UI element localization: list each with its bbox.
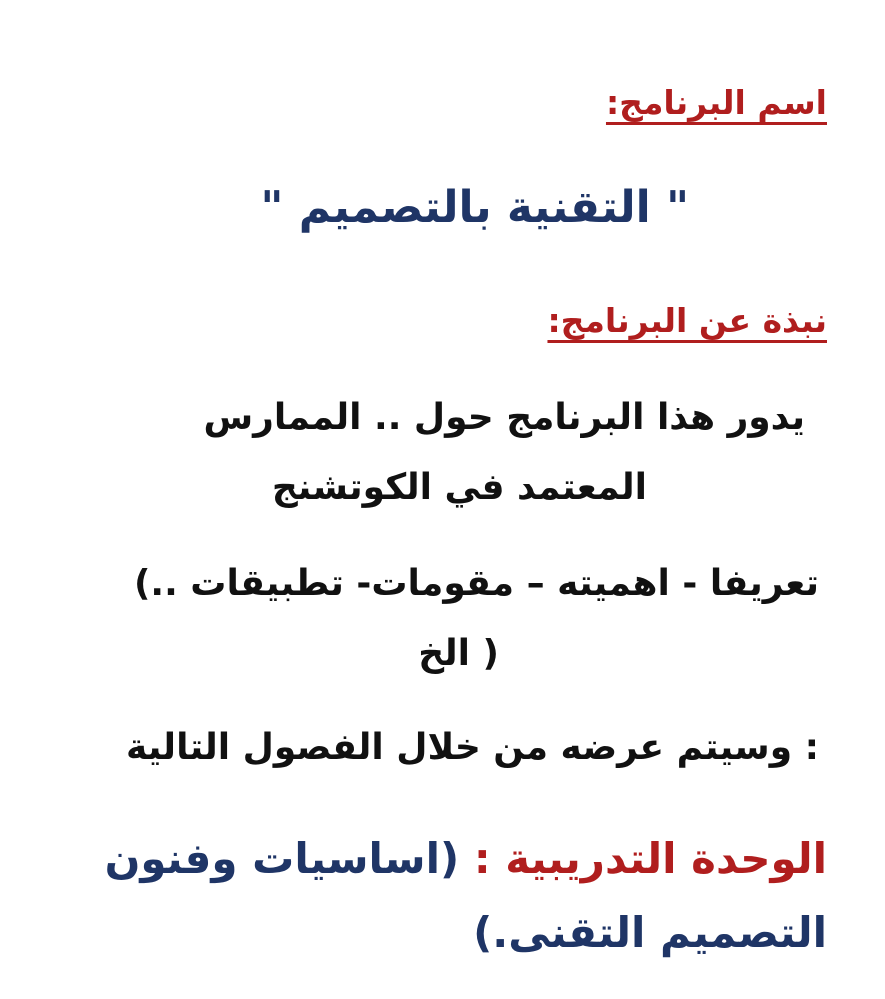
program-title: " التقنية بالتصميم "	[260, 182, 689, 233]
about-line-4: ( الخ	[418, 633, 499, 674]
about-line-2: المعتمد في الكوتشنج	[271, 467, 647, 508]
about-line-3: تعريفا - اهميته – مقومات- تطبيقات ..)	[133, 563, 819, 604]
about-heading: نبذة عن البرنامج:	[547, 301, 827, 340]
training-unit-value-1: (اساسيات وفنون	[104, 834, 460, 883]
about-line-1: يدور هذا البرنامج حول .. الممارس	[203, 397, 805, 438]
training-unit-line-2: التصميم التقنى.)	[473, 908, 827, 957]
program-name-heading: اسم البرنامج:	[605, 83, 827, 122]
training-unit-label: الوحدة التدريبية :	[473, 834, 827, 883]
training-unit-line-1	[104, 834, 827, 883]
about-line-5: : وسيتم عرضه من خلال الفصول التالية	[126, 727, 819, 768]
